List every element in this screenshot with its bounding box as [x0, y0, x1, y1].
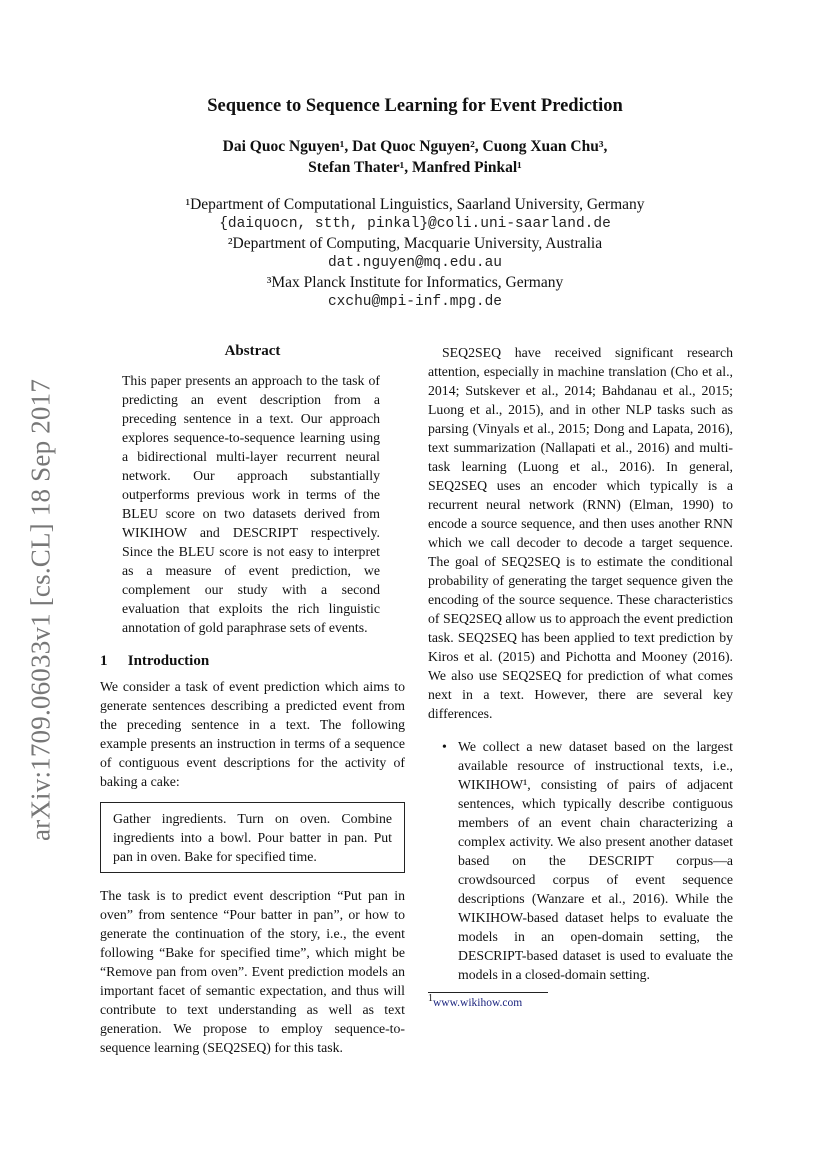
left-column — [100, 343, 405, 1057]
author-list — [100, 136, 730, 178]
email-1: {daiquocn, stth, pinkal}@coli.uni-saarland.de — [219, 215, 611, 232]
affiliations — [100, 195, 730, 312]
section-title: Introduction — [127, 653, 210, 669]
right-column — [428, 343, 733, 1009]
abstract-heading: Abstract — [224, 343, 281, 359]
section-heading-introduction — [100, 653, 405, 670]
footnote-divider — [428, 992, 548, 993]
authors-line-1: Dai Quoc Nguyen¹, Dat Quoc Nguyen², Cuong Xuan Chu³, — [222, 138, 608, 155]
email-3: cxchu@mpi-inf.mpg.de — [327, 293, 503, 310]
affiliation-1: ¹Department of Computational Linguistics, Saarland University, Germany — [185, 196, 645, 213]
arxiv-identifier: arXiv:1709.06033v1 [cs.CL] 18 Sep 2017 — [25, 378, 56, 842]
list-item: • We collect a new dataset based on the largest available resource of instructional texts, i.e., WIKIHOW¹, consisting of pairs of adjacent sentences, which typically describe contiguous members of an event chain characterizing a complex activity. We also present another dataset based on the DESCRIPT corpus—a crowdsourced corpus of event sequence descriptions (Wanzare et al., 2016). While the WIKIHOW-based dataset helps to evaluate the models in an open-domain setting, the DESCRIPT-based dataset is used to evaluate the models in a closed-domain setting. — [458, 737, 733, 984]
abstract-text: This paper presents an approach to the task of predicting an event description from a preceding sentence in a text. Our approach explores sequence-to-sequence learning using a bidirectional multi-layer recurrent neural network. Our approach substantially outperforms previous work in terms of the BLEU score on two datasets derived from WIKIHOW and DESCRIPT respectively. Since the BLEU score is not easy to interpret as a measure of event prediction, we complement our study with a second evaluation that exploits the rich linguistic annotation of gold paraphrase sets of events. — [122, 373, 380, 635]
affiliation-2: ²Department of Computing, Macquarie University, Australia — [227, 235, 603, 252]
footnote-link[interactable]: www.wikihow.com — [433, 997, 523, 1009]
authors-line-2: Stefan Thater¹, Manfred Pinkal¹ — [308, 159, 522, 176]
example-box: Gather ingredients. Turn on oven. Combine ingredients into a bowl. Pour batter in pan. Put pan in oven. Bake for specified time. — [100, 802, 405, 873]
email-2: dat.nguyen@mq.edu.au — [327, 254, 503, 271]
section-number: 1 — [100, 653, 108, 669]
contribution-list — [428, 737, 733, 984]
paper-title: Sequence to Sequence Learning for Event Prediction — [207, 96, 623, 116]
affiliation-3: ³Max Planck Institute for Informatics, Germany — [266, 274, 564, 291]
intro-paragraph-1: We consider a task of event prediction which aims to generate sentences describing a predicted event from the preceding sentence in a text. The following example presents an instruction in terms of a sequence of contiguous event descriptions for the activity of baking a cake: — [100, 679, 405, 789]
footnote — [428, 993, 733, 1009]
footnote-mark: 1 — [428, 993, 433, 1005]
intro-paragraph-2: The task is to predict event description “Put pan in oven” from sentence “Pour batter in pan”, or how to generate the continuation of the story, i.e., the event following “Bake for specified time”, which might be “Remove pan from oven”. Event prediction models an important facet of semantic expectation, and thus will contribute to text understanding as well as text generation. We propose to employ sequence-to-sequence learning (SEQ2SEQ) for this task. — [100, 888, 405, 1055]
intro-paragraph-3: SEQ2SEQ have received significant research attention, especially in machine translation (Cho et al., 2014; Sutskever et al., 2014; Bahdanau et al., 2015; Luong et al., 2015), and in other NLP tasks such as parsing (Vinyals et al., 2015; Dong and Lapata, 2016), text summarization (Nallapati et al., 2016) and multi-task learning (Luong et al., 2016). In general, SEQ2SEQ uses an encoder which typically is a recurrent neural network (RNN) (Elman, 1990) to encode a source sequence, and then uses another RNN which we call decoder to decode a target sequence. The goal of SEQ2SEQ is to estimate the conditional probability of generating the target sequence given the encoding of the source sequence. These characteristics of SEQ2SEQ allow us to approach the event prediction task. SEQ2SEQ has been applied to text prediction by Kiros et al. (2015) and Pichotta and Mooney (2016). We also use SEQ2SEQ for prediction of what comes next in a text. However, there are several key differences. — [428, 345, 733, 721]
arxiv-sidebar — [24, 370, 58, 850]
